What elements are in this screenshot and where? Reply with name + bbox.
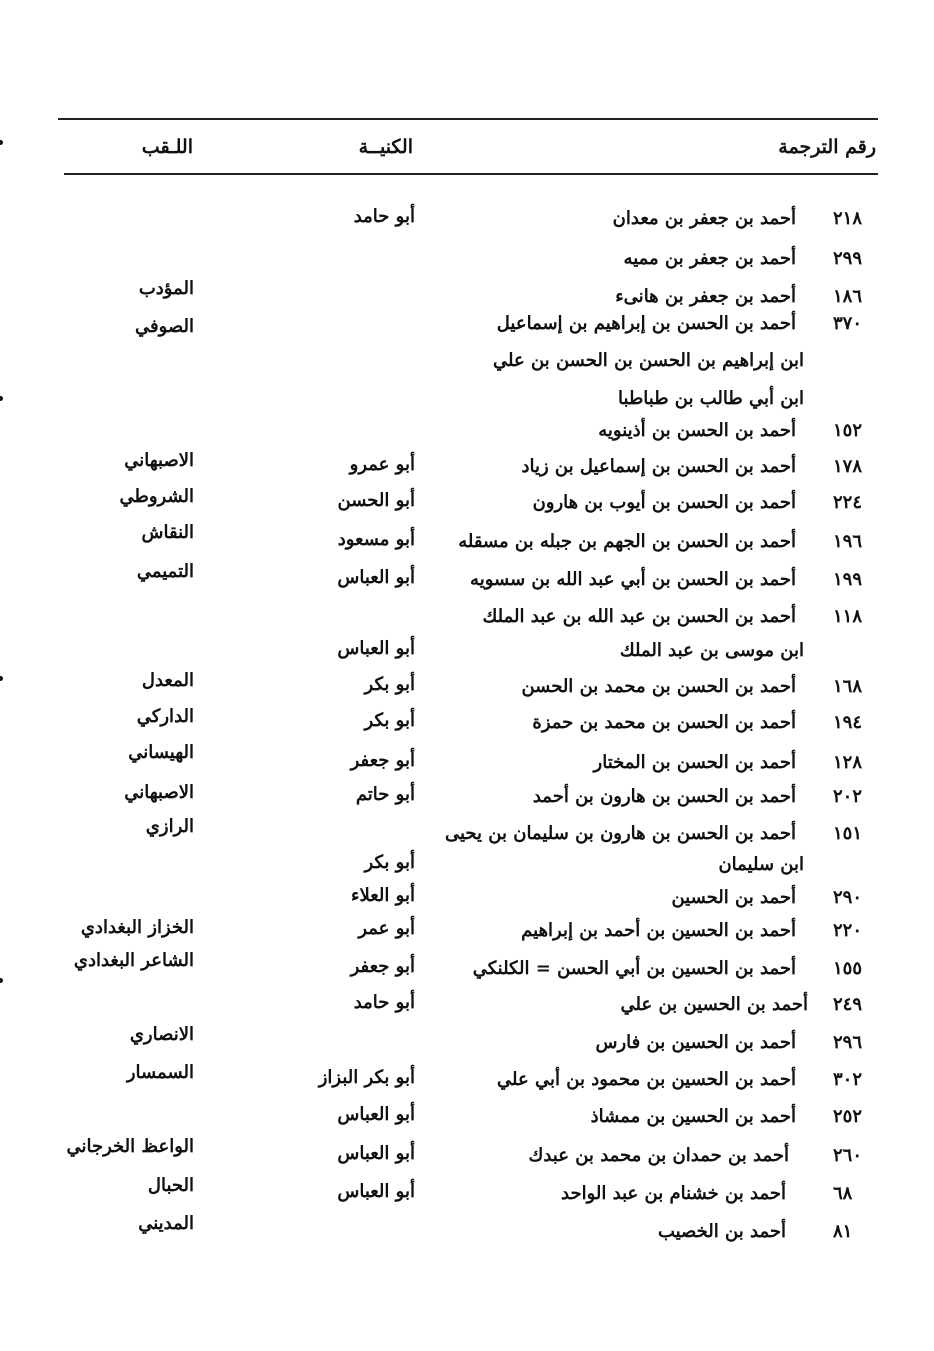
entry-laqab: الهيساني [128, 742, 194, 763]
entry-laqab: الشروطي [119, 486, 194, 507]
entry-kunya: أبو العباس [337, 567, 415, 588]
entry-number: ٢٥٢ [833, 1106, 863, 1127]
entry-laqab: السمسار [126, 1062, 194, 1083]
entry-number: ٨١ [833, 1221, 853, 1242]
entry-laqab: الواعظ الخرجاني [66, 1136, 194, 1157]
margin-mark [0, 978, 3, 983]
entry-number: ٢٩٠ [833, 887, 863, 908]
entry-kunya: أبو العباس [337, 1143, 415, 1164]
entry-name: أحمد بن الحسين بن محمود بن أبي علي [497, 1069, 796, 1090]
entry-kunya: أبو العلاء [351, 885, 415, 906]
entry-laqab: الداركي [136, 706, 194, 727]
entry-number: ١٦٨ [833, 676, 863, 697]
entry-kunya: أبو عمر [358, 918, 415, 939]
entry-laqab: المديني [138, 1213, 194, 1234]
entry-number: ١١٨ [833, 606, 863, 627]
entry-number: ٣٧٠ [833, 313, 863, 334]
entry-number: ١٩٩ [833, 569, 863, 590]
entry-laqab: الخزاز البغدادي [80, 917, 194, 938]
entry-number: ٣٠٢ [833, 1069, 863, 1090]
entry-name: أحمد بن حمدان بن محمد بن عبدك [528, 1145, 789, 1166]
entry-laqab: الشاعر البغدادي [73, 950, 194, 971]
entry-name: أحمد بن الحسن بن أذينويه [598, 420, 796, 441]
entry-name: أحمد بن الحسن بن أيوب بن هارون [532, 492, 796, 513]
entry-kunya: أبو حاتم [355, 784, 415, 805]
entry-kunya: أبو بكر البزاز [318, 1067, 415, 1088]
entry-laqab: الانصاري [129, 1024, 194, 1045]
entry-name: أحمد بن الحسن بن المختار [593, 752, 796, 773]
entry-name: أحمد بن الحسن بن محمد بن حمزة [532, 712, 796, 733]
entry-laqab: المؤدب [138, 278, 194, 299]
entry-name: أحمد بن الحسين بن علي [620, 994, 808, 1015]
entry-number: ٢٢٤ [833, 492, 863, 513]
entry-number: ٢٩٩ [833, 248, 863, 269]
entry-number: ٢٤٩ [833, 994, 863, 1015]
entry-name: ابن سليمان [718, 854, 804, 875]
margin-mark [0, 676, 3, 681]
entry-laqab: المعدل [141, 670, 194, 691]
entry-name: أحمد بن الحسن بن هارون بن سليمان بن يحيى [444, 823, 796, 844]
entry-number: ٢٦٠ [833, 1145, 863, 1166]
entry-number: ١٥١ [833, 823, 863, 844]
entry-name: ابن موسى بن عبد الملك [619, 640, 804, 661]
entry-number: ١٢٨ [833, 752, 863, 773]
entry-kunya: أبو حامد [353, 206, 415, 227]
entry-number: ١٨٦ [833, 286, 863, 307]
entry-laqab: الحبال [147, 1175, 194, 1196]
entry-name: أحمد بن الحسن بن محمد بن الحسن [521, 676, 796, 697]
entry-laqab: الصوفي [134, 316, 194, 337]
header-laqab: اللـقب [141, 136, 193, 158]
entry-name: أحمد بن الحسن بن هارون بن أحمد [532, 786, 796, 807]
entry-number: ١٩٦ [833, 531, 863, 552]
entry-name: ابن إبراهيم بن الحسن بن الحسن بن علي [493, 350, 804, 371]
entry-name: أحمد بن الحسين بن أحمد بن إبراهيم [521, 920, 796, 941]
entry-laqab: النقاش [141, 522, 194, 543]
entry-number: ٢٩٦ [833, 1032, 863, 1053]
entry-name: أحمد بن الحسين [671, 887, 796, 908]
entry-name: أحمد بن الحسن بن إبراهيم بن إسماعيل [496, 313, 796, 334]
entry-name: أحمد بن الحسين بن فارس [595, 1032, 796, 1053]
entry-name: ابن أبي طالب بن طباطبا [618, 388, 804, 409]
entry-kunya: أبو العباس [337, 1181, 415, 1202]
entry-name: أحمد بن جعفر بن معدان [612, 208, 796, 229]
entry-name: أحمد بن الحسين بن ممشاذ [590, 1106, 796, 1127]
entry-kunya: أبو بكر [364, 710, 415, 731]
entry-name: أحمد بن جعفر بن هانىء [615, 286, 796, 307]
entry-number: ٦٨ [833, 1183, 853, 1204]
entry-laqab: الاصبهاني [124, 450, 194, 471]
entry-number: ٢٠٢ [833, 786, 863, 807]
entry-kunya: أبو بكر [364, 674, 415, 695]
margin-mark [0, 140, 3, 145]
entry-number: ٢٢٠ [833, 920, 863, 941]
entry-kunya: أبو العباس [337, 638, 415, 659]
entry-kunya: أبو جعفر [350, 956, 415, 977]
header-number: رقم الترجمة [778, 136, 876, 158]
entry-name: أحمد بن جعفر بن مميه [623, 248, 796, 269]
entry-name: أحمد بن الحسن بن إسماعيل بن زياد [521, 456, 796, 477]
entry-number: ١٩٤ [833, 712, 863, 733]
entry-number: ٢١٨ [833, 208, 863, 229]
entry-kunya: أبو عمرو [349, 454, 415, 475]
entry-laqab: الرازي [145, 816, 194, 837]
entry-name: أحمد بن الخصيب [657, 1221, 786, 1242]
entry-number: ١٥٥ [833, 958, 863, 979]
entry-name: أحمد بن خشنام بن عبد الواحد [561, 1183, 786, 1204]
entry-name: أحمد بن الحسن بن الجهم بن جبله بن مسقله [458, 531, 796, 552]
header-kunya: الكنيــة [358, 136, 413, 158]
entry-name: أحمد بن الحسن بن عبد الله بن عبد الملك [482, 606, 796, 627]
entry-number: ١٧٨ [833, 456, 863, 477]
header-rule-top [58, 118, 878, 120]
entry-kunya: أبو العباس [337, 1104, 415, 1125]
entry-kunya: أبو جعفر [350, 750, 415, 771]
header-rule-bottom [64, 173, 878, 175]
entry-laqab: التميمي [136, 561, 194, 582]
entry-name: أحمد بن الحسين بن أبي الحسن = الكلنكي [472, 958, 796, 979]
entry-laqab: الاصبهاني [124, 782, 194, 803]
entry-name: أحمد بن الحسن بن أبي عبد الله بن سسويه [470, 569, 796, 590]
entry-kunya: أبو مسعود [337, 529, 415, 550]
entry-number: ١٥٢ [833, 420, 863, 441]
margin-mark [0, 396, 3, 401]
entry-kunya: أبو الحسن [337, 490, 415, 511]
entry-kunya: أبو بكر [364, 852, 415, 873]
entry-kunya: أبو حامد [353, 992, 415, 1013]
